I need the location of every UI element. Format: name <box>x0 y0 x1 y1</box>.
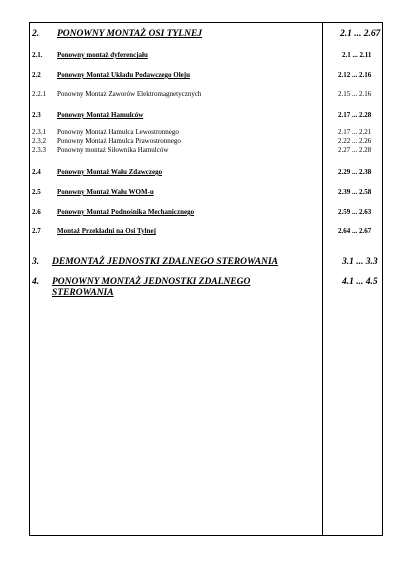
toc-page-range: 2.15 ... 2.16 <box>338 90 372 98</box>
toc-number: 4. <box>32 277 40 287</box>
toc-title[interactable]: Ponowny montaż Siłownika Hamulców <box>57 146 169 154</box>
toc-row-section-3[interactable] <box>0 257 416 271</box>
toc-row-2-4[interactable] <box>0 168 416 182</box>
toc-title[interactable]: Ponowny Montaż Wału WOM-u <box>57 188 154 196</box>
toc-number: 2.2 <box>32 71 41 79</box>
toc-number: 2.3.2 <box>32 137 46 145</box>
toc-number: 2.6 <box>32 208 41 216</box>
toc-title[interactable]: Ponowny Montaż Hamulców <box>57 111 144 119</box>
toc-title[interactable]: Ponowny Montaż Zaworów Elektromagnetycznych <box>57 90 202 98</box>
toc-row-2-5[interactable] <box>0 188 416 202</box>
toc-number: 3. <box>32 257 40 267</box>
toc-title[interactable]: Ponowny Montaż Układu Podawczego Oleju <box>57 71 190 79</box>
toc-page-range: 2.17 ... 2.28 <box>338 111 372 119</box>
toc-page-range: 2.27 ... 2.28 <box>338 146 372 154</box>
toc-number: 2.7 <box>32 227 41 235</box>
toc-title[interactable]: Ponowny Montaż Hamulca Prawostronnego <box>57 137 181 145</box>
toc-page-range: 2.12 ... 2.16 <box>338 71 372 79</box>
toc-title[interactable]: Ponowny Montaż Podnośnika Mechanicznego <box>57 208 195 216</box>
toc-row-2-3[interactable] <box>0 111 416 125</box>
toc-page-range: 2.39 ... 2.58 <box>338 188 372 196</box>
toc-number: 2.4 <box>32 168 41 176</box>
toc-page-range: 4.1 ... 4.5 <box>342 277 378 287</box>
toc-row-2-3-3[interactable] <box>0 146 416 160</box>
toc-number: 2.1. <box>32 51 43 59</box>
toc-row-2-2-1[interactable] <box>0 90 416 104</box>
toc-title[interactable]: DEMONTAŻ JEDNOSTKI ZDALNEGO STEROWANIA <box>52 257 279 267</box>
toc-title[interactable]: Ponowny montaż dyferencjału <box>57 51 148 59</box>
toc-row-2-2[interactable] <box>0 71 416 85</box>
toc-number: 2.3.3 <box>32 146 46 154</box>
toc-number: 2.2.1 <box>32 90 46 98</box>
toc-title[interactable]: Montaż Przekładni na Osi Tylnej <box>57 227 156 235</box>
toc-title[interactable]: Ponowny Montaż Hamulca Lewostronnego <box>57 128 179 136</box>
toc-row-2-6[interactable] <box>0 208 416 222</box>
toc-title[interactable]: Ponowny Montaż Wału Zdawczego <box>57 168 163 176</box>
toc-page-range: 2.29 ... 2.38 <box>338 168 372 176</box>
toc-page-range: 3.1 ... 3.3 <box>342 257 378 267</box>
toc-number: 2.3 <box>32 111 41 119</box>
toc-title[interactable]: PONOWNY MONTAŻ OSI TYLNEJ <box>57 29 203 39</box>
toc-row-section-2[interactable] <box>0 29 416 43</box>
toc-row-2-7[interactable] <box>0 227 416 241</box>
toc-number: 2.3.1 <box>32 128 46 136</box>
toc-title[interactable]: PONOWNY MONTAŻ JEDNOSTKI ZDALNEGO STEROWANIA <box>52 277 251 298</box>
toc-page-range: 2.59 ... 2.63 <box>338 208 372 216</box>
toc-page-range: 2.64 ... 2.67 <box>338 227 372 235</box>
toc-page-range: 2.1 ... 2.67 <box>340 29 381 39</box>
toc-page-range: 2.22 ... 2.26 <box>338 137 372 145</box>
toc-page-range: 2.17 ... 2.21 <box>338 128 372 136</box>
toc-page-range: 2.1 ... 2.11 <box>342 51 372 59</box>
toc-number: 2.5 <box>32 188 41 196</box>
toc-row-2-1[interactable] <box>0 51 416 65</box>
toc-row-section-4[interactable] <box>0 277 416 303</box>
toc-number: 2. <box>32 29 40 39</box>
